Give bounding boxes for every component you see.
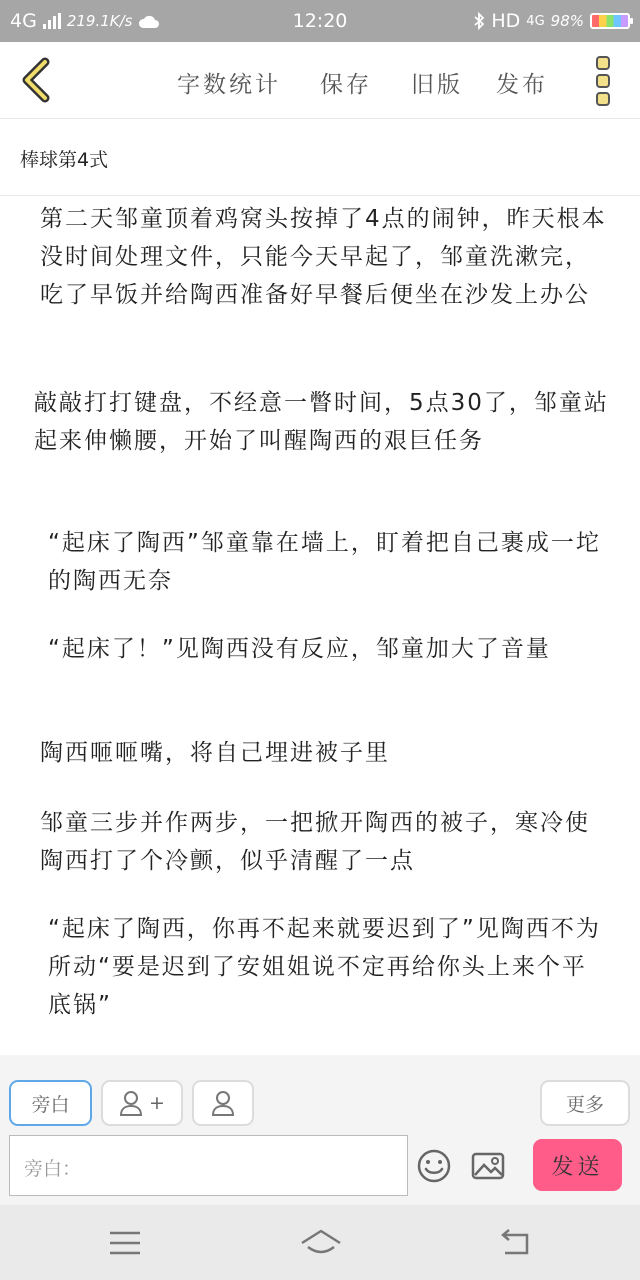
status-bar [0,0,640,42]
paragraph[interactable]: “起床了！”见陶西没有反应，邹童加大了音量 [48,636,551,662]
plus-icon: + [149,1092,165,1114]
battery-icon [590,13,630,29]
dot-icon [596,74,610,88]
paragraph[interactable]: 第二天邹童顶着鸡窝头按掉了4点的闹钟，昨天根本没时间处理文件，只能今天早起了，邹童洗漱完，吃了早饭并给陶西准备好早餐后便坐在沙发上办公 [40,206,607,308]
paragraph[interactable]: “起床了陶西”邹童靠在墙上，盯着把自己裹成一坨的陶西无奈 [48,530,601,594]
person-icon [211,1090,235,1116]
dot-icon [596,56,610,70]
send-button[interactable] [533,1139,622,1191]
narration-tab[interactable] [9,1080,92,1126]
old-version-button[interactable]: 旧版 [411,72,463,98]
home-icon[interactable] [298,1223,344,1263]
image-icon[interactable] [470,1148,506,1184]
send-button-label: 发送 [551,1154,604,1180]
composer-panel [0,1055,640,1205]
network-type-2: 4G [526,13,545,29]
network-speed: 219.1K/s [66,12,133,30]
clock: 12:20 [292,10,348,32]
add-role-button[interactable] [101,1080,183,1126]
back-button[interactable] [14,54,58,106]
more-options-button[interactable] [596,56,614,106]
save-button[interactable]: 保存 [320,72,372,98]
hd-indicator: HD [491,10,521,32]
narration-tab-label: 旁白 [31,1093,70,1116]
word-count-button[interactable]: 字数统计 [177,72,281,98]
emoji-icon[interactable] [416,1148,452,1184]
back-nav-icon[interactable] [495,1223,535,1263]
chapter-title: 棒球第4式 [20,149,109,171]
role-button[interactable] [192,1080,254,1126]
publish-button[interactable]: 发布 [496,72,548,98]
message-input[interactable] [9,1135,408,1196]
chevron-left-icon [19,57,53,103]
more-button-label: 更多 [565,1093,604,1116]
dot-icon [596,92,610,106]
chapter-title-field[interactable] [0,119,640,196]
paragraph[interactable]: 邹童三步并作两步，一把掀开陶西的被子，寒冷使陶西打了个冷颤，似乎清醒了一点 [40,810,590,874]
person-icon [119,1090,143,1116]
paragraph[interactable]: 陶西咂咂嘴，将自己埋进被子里 [40,740,390,766]
message-input-placeholder: 旁白： [24,1158,82,1180]
paragraph[interactable]: “起床了陶西，你再不起来就要迟到了”见陶西不为所动“要是迟到了安姐姐说不定再给你头上来个平底锅” [48,916,601,1018]
network-type: 4G [10,10,37,32]
battery-percent: 98% [550,12,584,30]
bluetooth-icon [473,12,485,30]
menu-icon[interactable] [105,1223,145,1263]
more-button[interactable] [540,1080,630,1126]
top-toolbar [0,42,640,119]
system-nav-bar [0,1205,640,1280]
paragraph[interactable]: 敲敲打打键盘，不经意一瞥时间，5点30了，邹童站起来伸懒腰，开始了叫醒陶西的艰巨任务 [34,390,609,454]
